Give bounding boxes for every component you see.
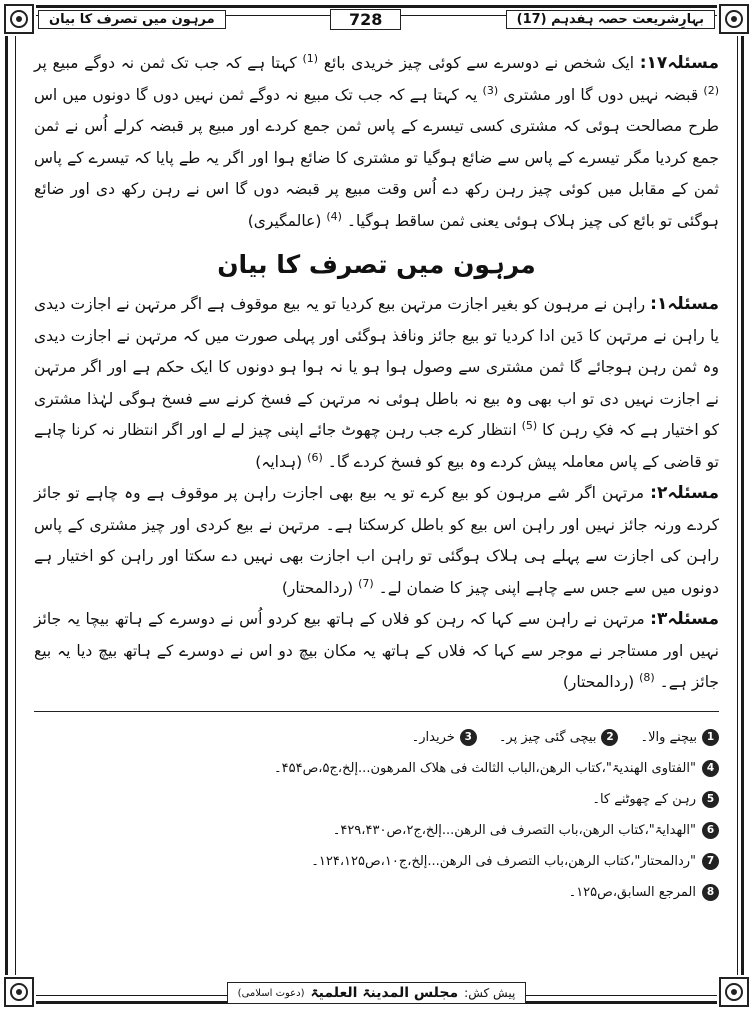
footnote-item: 7 "ردالمحتار"،کتاب الرھن،باب التصرف فی الرھن...إلخ،ج۱۰،ص۱۲۴،۱۲۵۔ [34, 846, 719, 877]
page-footer [0, 982, 753, 1004]
footnote-item: 2 بیچی گئی چیز پر۔ [499, 729, 619, 746]
footnote-ref[interactable]: (6) [307, 450, 323, 464]
publisher-box: پیش کش: مجلس المدینۃ العلمیۃ (دعوت اسلامی) [227, 982, 527, 1004]
footnote-ref[interactable]: (4) [326, 209, 342, 223]
footnote-ref[interactable]: (8) [639, 670, 655, 684]
footnotes [34, 722, 719, 908]
masala-2: مسئلہ۲: مرتہن اگر شے مرہون کو بیع کرے تو یہ بیع بھی اجازت راہن پر موقوف ہے وہ چاہے تو جائز کردے ورنہ جائز نہیں اور راہن اس بیع کو باطل کرسکتا ہے۔ مرتہن نے بیع کردی اور چیز مشتری کے پاس راہن کی اجازت سے پہلے ہی ہلاک ہوگئی تو راہن اب اجازت بھی نہیں دے سکتا اور راہن کو اختیار ہے دونوں میں سے جس سے چاہے اپنی چیز کا ضمان لے۔ $^{(7)}$ (ردالمحتار) [34, 483, 719, 597]
footnote-item: 5 رہن کے چھوٹنے کا۔ [34, 784, 719, 815]
footnote-item: 6 "الھدایۃ"،کتاب الرھن،باب التصرف فی الرھن...إلخ،ج۲،ص۴۲۹،۴۳۰۔ [34, 815, 719, 846]
source-citation: (ہدایہ) [255, 452, 303, 471]
footnote-item: 8 المرجع السابق،ص۱۲۵۔ [34, 877, 719, 908]
corner-ornament-icon [2, 2, 36, 36]
corner-ornament-icon [717, 2, 751, 36]
footnote-number: 1 [702, 729, 719, 746]
footnote-ref[interactable]: (7) [358, 576, 374, 590]
footnote-ref[interactable]: (1) [302, 51, 319, 65]
masala-3: مسئلہ۳: مرتہن نے راہن سے کہا کہ رہن کو فلاں کے ہاتھ بیع کردو اُس نے دوسرے کے ہاتھ بیچا یہ جائز نہیں اور مستاجر نے موجر سے کہا کہ فلاں کے ہاتھ یہ مکان بیچ دو اس نے دوسرے کے ہاتھ بیچ دیا یہ بیع جائز ہے۔ $^{(8)}$ (ردالمحتار) [34, 609, 720, 691]
page-number: 728 [330, 9, 401, 30]
footnote-row [34, 722, 719, 753]
chapter-title: مرہون میں تصرف کا بیان [38, 10, 226, 29]
book-title: بہارِشریعت حصہ ہفدہم (17) [506, 10, 715, 29]
footnote-divider [34, 711, 719, 712]
footnote-ref[interactable]: (2) [703, 83, 719, 97]
masala-label: مسئلہ۳: [650, 609, 720, 629]
footnote-number: 7 [702, 853, 719, 870]
footnote-number: 4 [702, 760, 719, 777]
source-citation: (ردالمحتار) [281, 578, 354, 597]
page-header [38, 6, 715, 32]
masala-17: مسئلہ۱۷: ایک شخص نے دوسرے سے کوئی چیز خریدی بائع $^{(1)}$ کہتا ہے کہ جب تک ثمن نہ دوگے مبیع پر $^{(2)}$ قبضہ نہیں دوں گا اور مشتری $^{(3)}$ یہ کہتا ہے کہ جب تک مبیع نہ دوگے ثمن نہیں دوں گا دونوں میں اس طرح مصالحت ہوئی کہ مشتری کسی تیسرے کے پاس ثمن جمع کردے اور مبیع پر قبضہ کرلے اُس نے ثمن جمع کردیا مگر تیسرے کے پاس سے ضائع ہوگیا تو مشتری کا ضائع ہوا اور اگر یہ طے پایا کہ تیسرے کے پاس ثمن کے مقابل میں کوئی چیز رہن رکھ دے اُس وقت مبیع پر قبضہ دوں گا اس نے رہن رکھ دی اور ضائع ہوگئی تو بائع کی چیز ہلاک ہوئی یعنی ثمن ساقط ہوگیا۔ $^{(4)}$ (عالمگیری) [34, 51, 719, 230]
footnote-number: 2 [601, 729, 618, 746]
footnote-ref[interactable]: (3) [482, 83, 499, 97]
footnote-number: 6 [702, 822, 719, 839]
footnote-number: 3 [460, 729, 477, 746]
publisher-name: مجلس المدینۃ العلمیۃ [310, 985, 459, 1001]
main-content [34, 48, 719, 908]
footnote-number: 5 [702, 791, 719, 808]
footnote-number: 8 [702, 884, 719, 901]
source-citation: (عالمگیری) [247, 211, 322, 230]
footnote-item: 4 "الفتاوی الھندیۃ"،کتاب الرھن،الباب الثالث فی ھلاک المرھون...إلخ،ج۵،ص۴۵۴۔ [34, 753, 719, 784]
section-title: مرہون میں تصرف کا بیان [217, 250, 536, 279]
source-citation: (ردالمحتار) [562, 673, 635, 691]
footnote-item: 1 بیچنے والا۔ [640, 729, 719, 746]
masala-label: مسئلہ۲: [650, 483, 719, 503]
footnote-ref[interactable]: (5) [521, 418, 538, 432]
masala-1: مسئلہ۱: راہن نے مرہون کو بغیر اجازت مرتہن بیع کردیا تو یہ بیع موقوف ہے اگر مرتہن نے اجازت دیدی یا راہن نے مرتہن کا دَین ادا کردیا تو بیع جائز ونافذ ہوگئی اور پہلی صورت میں کہ مرتہن نے اجازت دیدی وہ ثمن رہن ہوجائے گا ثمن مشتری سے وصول ہوا ہو یا نہ ہوا ہو دونوں کا ایک حکم ہے اور اگر مرتہن نے اجازت نہیں دی تو اب بھی وہ بیع نہ باطل ہوئی نہ مرتہن کے فسخ کرنے سے فسخ ہوگی لہٰذا مشتری کو اختیار ہے کہ فکِ رہن کا $^{(5)}$ انتظار کرے جب رہن چھوٹ جائے اپنی چیز لے لے اور اگر انتظار نہ کرنا چاہے تو قاضی کے پاس معاملہ پیش کردے وہ بیع کو فسخ کردے گا۔ $^{(6)}$ (ہدایہ) [34, 294, 719, 471]
masala-label: مسئلہ۱: [650, 294, 719, 314]
footnote-item: 3 خریدار۔ [412, 729, 477, 746]
masala-label: مسئلہ۱۷: [639, 53, 719, 73]
